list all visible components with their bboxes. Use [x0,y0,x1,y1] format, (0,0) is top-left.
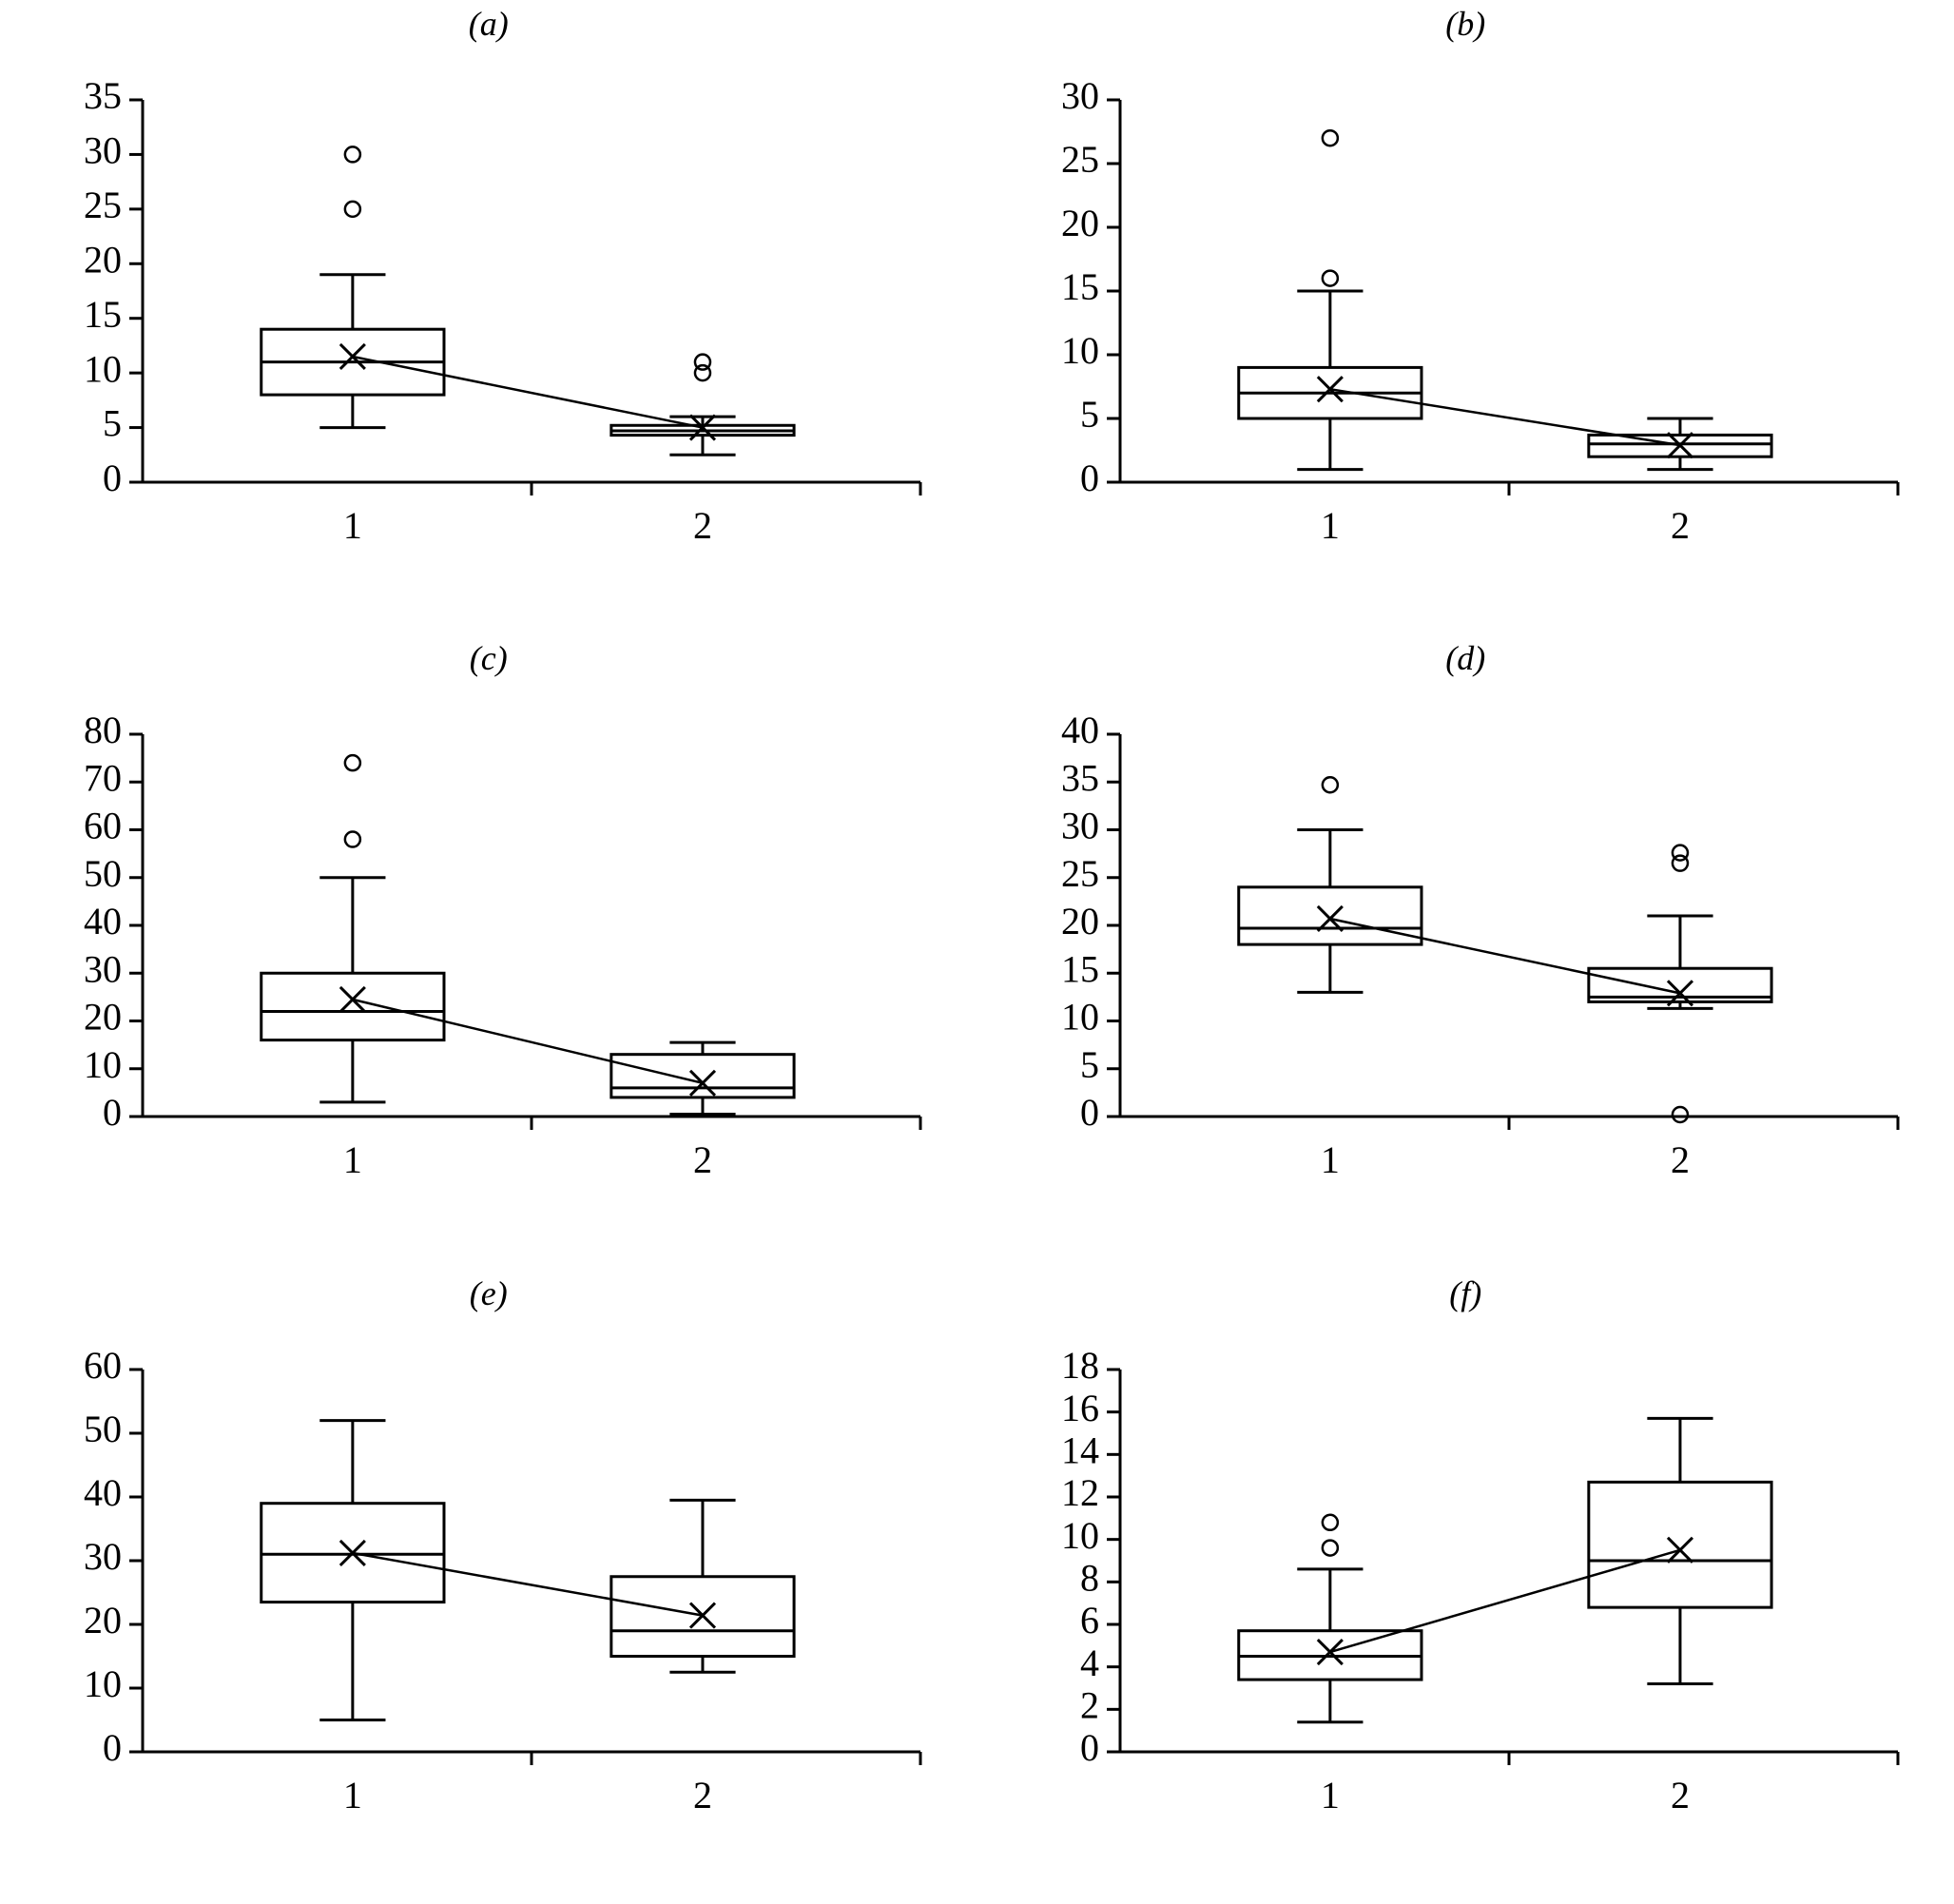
y-tick-label: 6 [1079,1598,1099,1642]
y-tick-label: 0 [103,1091,122,1135]
boxplot-svg-b [977,0,1954,634]
y-tick-label: 0 [1079,1091,1099,1135]
box-rect [1588,1482,1770,1607]
y-tick-label: 10 [84,347,122,391]
box-group [611,355,794,456]
y-tick-label: 25 [84,184,122,227]
y-tick-label: 50 [84,852,122,896]
y-tick-label: 16 [1060,1386,1099,1429]
x-category-label: 1 [342,503,362,547]
y-tick-label: 5 [103,401,122,445]
y-tick-label: 30 [1060,74,1099,118]
y-tick-label: 10 [1060,996,1099,1039]
boxplot-svg-c [0,634,977,1269]
y-tick-label: 4 [1079,1641,1099,1684]
box-group [261,1420,444,1719]
y-tick-label: 8 [1079,1556,1099,1600]
y-tick-label: 30 [84,1534,122,1578]
y-tick-label: 2 [1079,1683,1099,1727]
y-tick-label: 40 [1060,709,1099,752]
outlier-point [1322,1514,1337,1529]
y-tick-label: 50 [84,1407,122,1450]
y-tick-label: 0 [103,457,122,500]
x-category-label: 2 [692,503,712,547]
y-tick-label: 20 [84,1598,122,1642]
y-tick-label: 35 [84,74,122,118]
box-group [611,1042,794,1114]
plot-area-a [0,0,977,634]
y-tick-label: 40 [84,1470,122,1514]
panel-title: (a) [468,5,509,43]
x-category-label: 2 [692,1138,712,1182]
y-tick-label: 0 [1079,1725,1099,1769]
panel-c [0,634,977,1269]
y-tick-label: 14 [1060,1428,1099,1472]
y-tick-label: 30 [84,128,122,172]
outlier-point [1322,1540,1337,1555]
x-category-label: 2 [1670,1138,1690,1182]
x-category-label: 2 [1670,503,1690,547]
boxplot-svg-e [0,1270,977,1904]
y-tick-label: 0 [1079,457,1099,500]
panel-d [977,634,1954,1269]
x-category-label: 1 [1320,1773,1340,1817]
outlier-point [1672,845,1687,861]
y-tick-label: 60 [84,805,122,848]
panel-title: (f) [1449,1273,1482,1312]
x-category-label: 1 [342,1773,362,1817]
box-group [611,1500,794,1672]
x-category-label: 1 [342,1138,362,1182]
y-tick-label: 60 [84,1343,122,1387]
x-category-label: 2 [692,1773,712,1817]
y-tick-label: 30 [84,947,122,991]
y-tick-label: 10 [1060,1513,1099,1557]
y-tick-label: 0 [103,1725,122,1769]
y-tick-label: 15 [84,292,122,336]
y-tick-label: 10 [1060,329,1099,373]
panel-title: (b) [1445,5,1486,43]
y-tick-label: 20 [84,996,122,1039]
outlier-point [345,755,360,770]
boxplot-svg-f [977,1270,1954,1904]
mean-connector-line [1329,919,1679,993]
outlier-point [1322,130,1337,146]
y-tick-label: 30 [1060,805,1099,848]
y-tick-label: 20 [1060,202,1099,245]
box-group [261,146,444,427]
plot-area-b [977,0,1954,634]
outlier-point [1672,1107,1687,1122]
plot-area-f [977,1270,1954,1904]
y-tick-label: 80 [84,709,122,752]
outlier-point [1322,271,1337,286]
plot-area-c [0,634,977,1269]
x-category-label: 1 [1320,503,1340,547]
panel-title: (d) [1445,639,1486,678]
panel-title: (c) [469,639,508,678]
y-tick-label: 18 [1060,1343,1099,1387]
y-tick-label: 10 [84,1043,122,1087]
plot-area-e [0,1270,977,1904]
y-tick-label: 15 [1060,265,1099,309]
outlier-point [345,202,360,217]
y-tick-label: 15 [1060,947,1099,991]
panel-f [977,1270,1954,1904]
y-tick-label: 20 [1060,900,1099,943]
y-tick-label: 40 [84,900,122,943]
box-rect [611,1055,794,1098]
panel-b [977,0,1954,634]
y-tick-label: 5 [1079,1043,1099,1087]
outlier-point [695,355,710,370]
box-group [1238,130,1421,469]
y-tick-label: 25 [1060,852,1099,896]
box-rect [261,974,444,1040]
outlier-point [345,146,360,162]
x-category-label: 2 [1670,1773,1690,1817]
y-tick-label: 70 [84,756,122,800]
x-category-label: 1 [1320,1138,1340,1182]
panel-e [0,1270,977,1904]
box-group [1588,845,1770,1122]
y-tick-label: 5 [1079,393,1099,437]
panel-title: (e) [469,1273,508,1312]
box-rect [1238,887,1421,944]
y-tick-label: 35 [1060,756,1099,800]
y-tick-label: 20 [84,238,122,282]
box-group [1238,778,1421,993]
y-tick-label: 25 [1060,138,1099,182]
box-group [1238,1514,1421,1721]
outlier-point [1322,778,1337,793]
panel-a [0,0,977,634]
outlier-point [345,832,360,847]
y-tick-label: 10 [84,1661,122,1705]
boxplot-svg-d [977,634,1954,1269]
box-group [261,755,444,1102]
boxplot-svg-a [0,0,977,634]
y-tick-label: 12 [1060,1470,1099,1514]
plot-area-d [977,634,1954,1269]
